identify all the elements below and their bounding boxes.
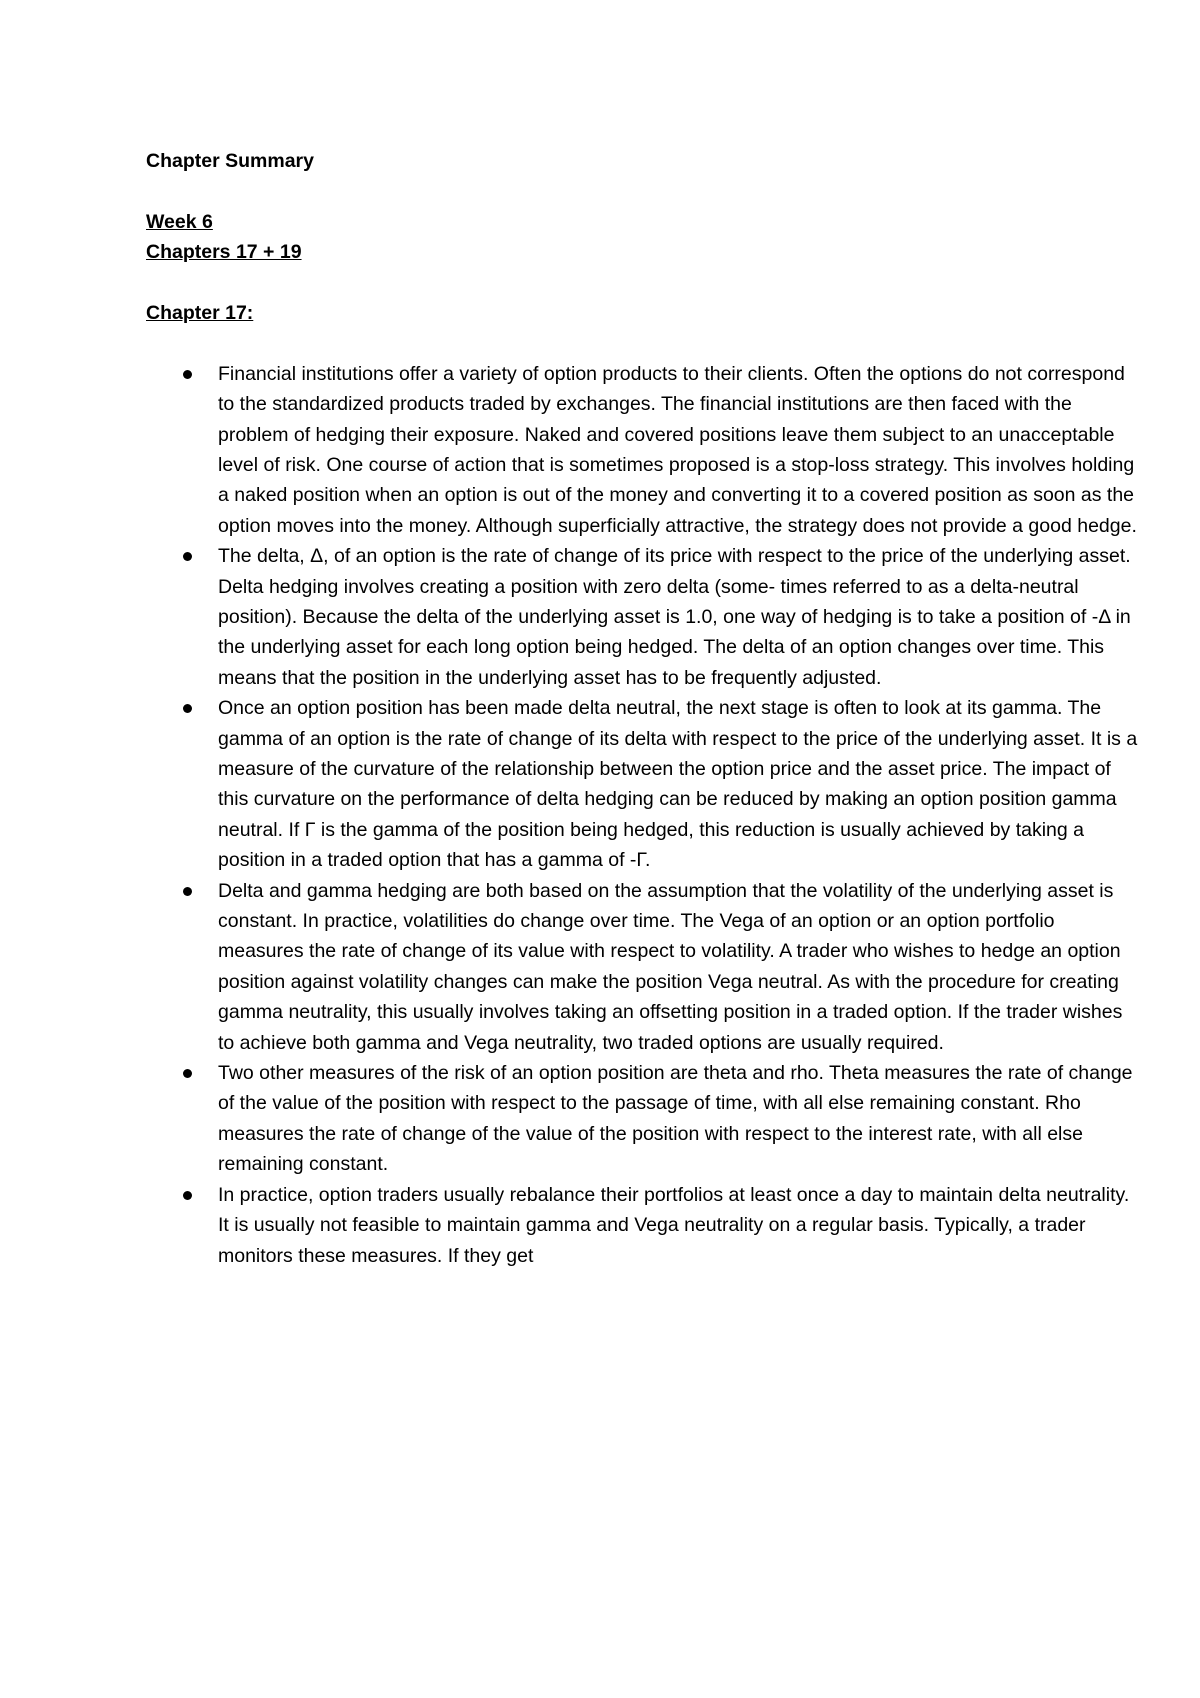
bullet-text: Financial institutions offer a variety of option products to their clients. Often the options do not correspond to the standardized products traded by exchanges. The financial institutions are then faced with the problem of hedging their exposure. Naked and covered positions leave them subject to an unacceptable level of risk. One course of action that is sometimes proposed is a stop-loss strategy. This involves holding a naked position when an option is out of the money and converting it to a covered position as soon as the option moves into the money. Although superficially attractive, the strategy does not provide a good hedge. [218, 362, 1137, 537]
bullet-text: Delta and gamma hedging are both based on the assumption that the volatility of the underlying asset is constant. In practice, volatilities do change over time. The Vega of an option or an option portfolio measures the rate of change of its value with respect to volatility. A trader who wishes to hedge an option position against volatility changes can make the position Vega neutral. As with the procedure for creating gamma neutrality, this usually involves taking an offsetting position in a traded option. If the trader wishes to achieve both gamma and Vega neutrality, two traded options are usually required. [218, 879, 1123, 1054]
bullet-dot-icon [183, 370, 192, 379]
bullet-item-delta [146, 541, 1138, 693]
bullet-dot-icon [183, 1191, 192, 1200]
bullet-item-gamma [146, 693, 1138, 875]
bullet-text: The delta, Δ, of an option is the rate of change of its price with respect to the price of the underlying asset. Delta hedging involves creating a position with zero delta (some- times referred to as a delta-neutral position). Because the delta of the underlying asset is 1.0, one way of hedging is to take a position of -Δ in the underlying asset for each long option being hedged. The delta of an option changes over time. This means that the position in the underlying asset has to be frequently adjusted. [218, 545, 1131, 689]
bullet-text: Two other measures of the risk of an option position are theta and rho. Theta measures the rate of change of the value of the position with respect to the passage of time, with all else remaining constant. Rho measures the rate of change of the value of the position with respect to the interest rate, with all else remaining constant. [218, 1062, 1133, 1176]
bullet-dot-icon [183, 887, 192, 896]
document-content [146, 146, 1138, 1271]
document-title: Chapter Summary [146, 150, 314, 172]
bullet-dot-icon [183, 1069, 192, 1078]
bullet-list [146, 359, 1138, 1271]
bullet-item-stop-loss [146, 359, 1138, 541]
bullet-text: In practice, option traders usually rebalance their portfolios at least once a day to maintain delta neutrality. It is usually not feasible to maintain gamma and Vega neutrality on a regular basis. Typically, a trader monitors these measures. If they get [218, 1183, 1130, 1267]
bullet-item-rebalance [146, 1180, 1138, 1271]
blank-line [146, 268, 1076, 298]
chapters-heading: Chapters 17 + 19 [146, 241, 302, 264]
bullet-dot-icon [183, 704, 192, 713]
bullet-item-theta-rho [146, 1058, 1138, 1180]
blank-line [146, 328, 1076, 358]
section-heading: Chapter 17: [146, 301, 254, 324]
bullet-text: Once an option position has been made delta neutral, the next stage is often to look at its gamma. The gamma of an option is the rate of change of its delta with respect to the price of the underlying asset. It is a measure of the curvature of the relationship between the option price and the asset price. The impact of this curvature on the performance of delta hedging can be reduced by making an option position gamma neutral. If Γ is the gamma of the position being hedged, this reduction is usually achieved by taking a position in a traded option that has a gamma of -Γ. [218, 697, 1138, 872]
bullet-dot-icon [183, 552, 192, 561]
bullet-item-vega [146, 876, 1138, 1058]
week-heading: Week 6 [146, 210, 213, 233]
